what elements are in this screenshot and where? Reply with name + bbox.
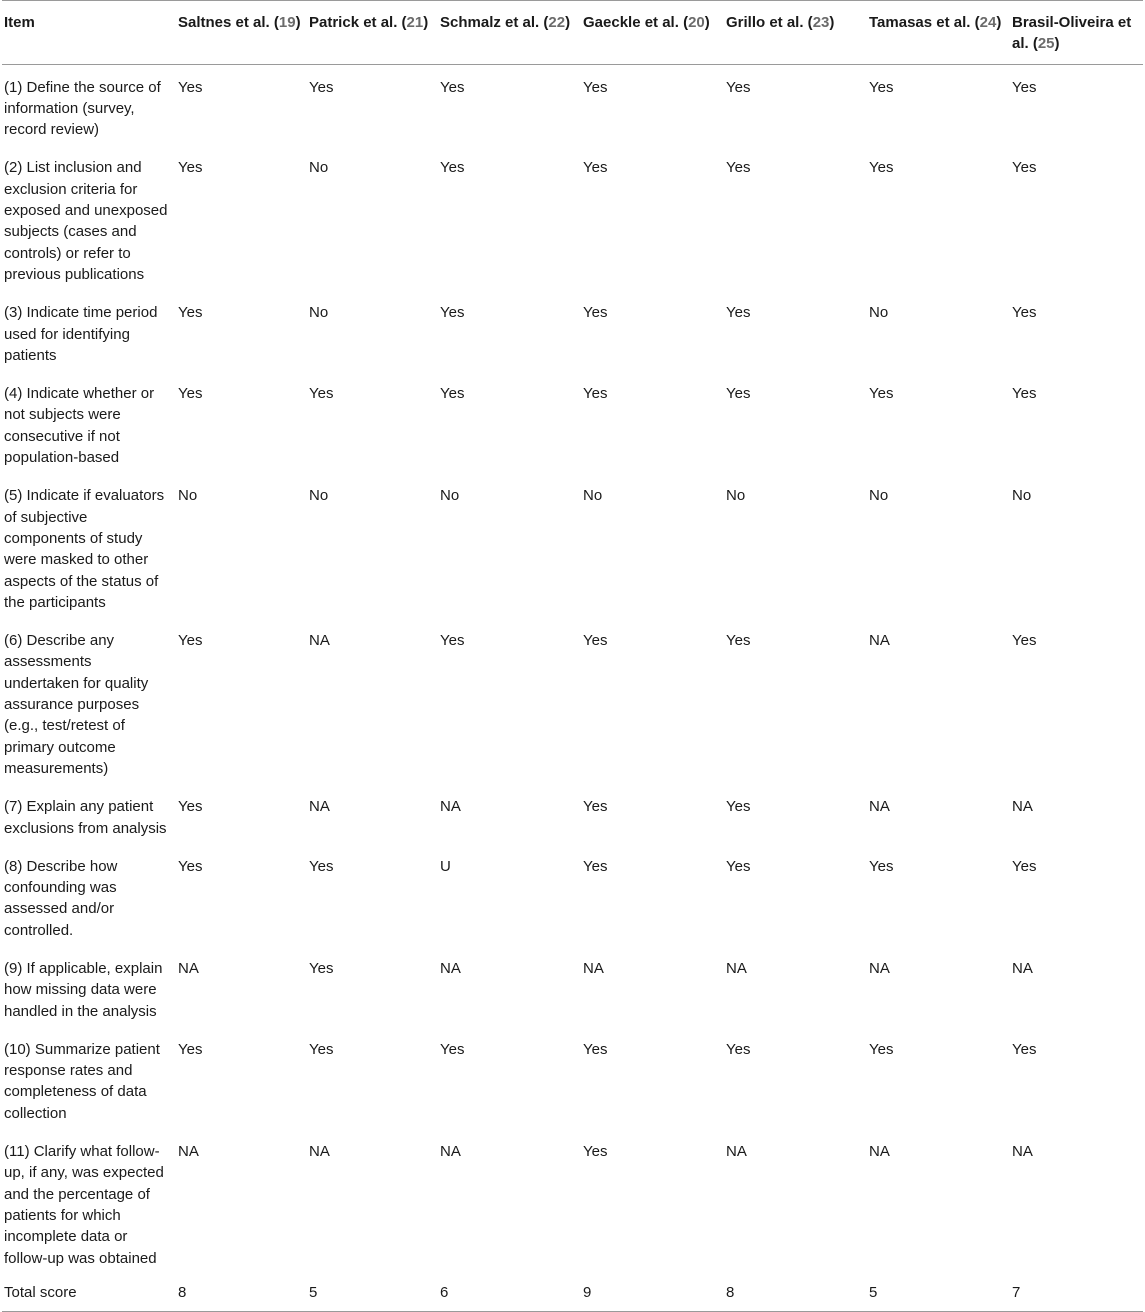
total-score-cell: 9 [581, 1274, 724, 1312]
score-cell: NA [309, 632, 330, 650]
table-row [2, 844, 1143, 946]
score-cell: NA [1012, 1143, 1033, 1161]
score-cell: Yes [1012, 1040, 1037, 1058]
header-label: Schmalz et al. ( [440, 14, 549, 31]
table-row [2, 784, 1143, 844]
score-cell: No [583, 487, 603, 505]
score-cell: NA [309, 798, 330, 816]
score-cell: No [309, 159, 329, 177]
score-cell: Yes [309, 959, 334, 977]
score-cell: U [440, 857, 451, 875]
score-cell: Yes [1012, 304, 1037, 322]
score-cell: NA [178, 959, 199, 977]
score-cell: Yes [583, 385, 608, 403]
score-cell: No [178, 487, 198, 505]
reference-link[interactable]: 23 [812, 14, 830, 31]
score-cell: Yes [726, 159, 751, 177]
total-score-row [2, 1274, 1143, 1312]
score-cell: Yes [869, 1040, 894, 1058]
item-cell: (3) Indicate time period used for identifying patients [4, 304, 158, 364]
header-paren: ) [295, 14, 301, 31]
header-paren: ) [704, 14, 710, 31]
score-cell: Yes [869, 78, 894, 96]
item-cell: (7) Explain any patient exclusions from analysis [4, 798, 167, 837]
item-cell: (1) Define the source of information (survey, record review) [4, 78, 161, 139]
header-paren: ) [829, 14, 835, 31]
score-cell: Yes [1012, 159, 1037, 177]
score-cell: Yes [178, 159, 203, 177]
score-cell: NA [178, 1143, 199, 1161]
reference-link[interactable]: 24 [979, 14, 997, 31]
score-cell: Yes [178, 798, 203, 816]
table-body [2, 64, 1143, 1312]
total-score-cell: 5 [307, 1274, 438, 1312]
score-cell: NA [1012, 798, 1033, 816]
item-cell: (11) Clarify what follow-up, if any, was expected and the percentage of patients for which incomplete data or follow-up was obtained [4, 1143, 164, 1267]
score-cell: Yes [178, 857, 203, 875]
score-cell: Yes [309, 857, 334, 875]
header-item [2, 1, 176, 65]
score-cell: No [309, 487, 329, 505]
header-label: Grillo et al. ( [726, 14, 813, 31]
score-cell: NA [869, 1143, 890, 1161]
header-label: Item [4, 14, 35, 31]
score-cell: Yes [583, 78, 608, 96]
score-cell: Yes [440, 159, 465, 177]
score-cell: Yes [583, 1143, 608, 1161]
score-cell: No [869, 487, 889, 505]
header-paren: ) [423, 14, 429, 31]
score-cell: NA [440, 959, 461, 977]
total-score-cell: 8 [724, 1274, 867, 1312]
item-cell: (4) Indicate whether or not subjects were consecutive if not population-based [4, 385, 155, 467]
score-cell: Yes [178, 1040, 203, 1058]
table-row [2, 64, 1143, 145]
header-study [1010, 1, 1143, 65]
score-cell: Yes [726, 632, 751, 650]
total-score-cell: 6 [438, 1274, 581, 1312]
score-cell: Yes [726, 304, 751, 322]
score-cell: NA [1012, 959, 1033, 977]
reference-link[interactable]: 25 [1037, 35, 1055, 53]
total-score-cell: 5 [867, 1274, 1010, 1312]
table-row [2, 946, 1143, 1027]
score-cell: No [869, 304, 889, 322]
header-label: Tamasas et al. ( [869, 14, 980, 31]
reference-link[interactable]: 19 [278, 14, 296, 31]
score-cell: Yes [583, 632, 608, 650]
item-cell: (6) Describe any assessments undertaken for quality assurance purposes (e.g., test/retest of primary outcome measurements) [4, 632, 149, 777]
score-cell: No [1012, 487, 1032, 505]
header-study [307, 1, 438, 65]
score-cell: Yes [309, 385, 334, 403]
score-cell: Yes [440, 632, 465, 650]
score-cell: Yes [309, 1040, 334, 1058]
score-cell: Yes [440, 304, 465, 322]
score-cell: Yes [178, 632, 203, 650]
score-cell: Yes [440, 1040, 465, 1058]
score-cell: No [726, 487, 746, 505]
score-cell: NA [869, 632, 890, 650]
score-cell: NA [869, 798, 890, 816]
score-cell: Yes [1012, 78, 1037, 96]
score-cell: NA [583, 959, 604, 977]
item-cell: (5) Indicate if evaluators of subjective components of study were masked to other aspects of the status of the participants [4, 487, 165, 611]
item-cell: (9) If applicable, explain how missing data were handled in the analysis [4, 959, 163, 1020]
score-cell: Yes [178, 78, 203, 96]
score-cell: Yes [869, 385, 894, 403]
score-cell: Yes [1012, 385, 1037, 403]
reference-link[interactable]: 21 [406, 14, 424, 31]
score-cell: Yes [440, 78, 465, 96]
score-cell: Yes [178, 385, 203, 403]
header-label: Brasil-Oliveira et al. ( [1012, 14, 1132, 53]
score-cell: Yes [726, 1040, 751, 1058]
header-paren: ) [565, 14, 571, 31]
score-cell: Yes [583, 1040, 608, 1058]
score-cell: Yes [309, 78, 334, 96]
score-cell: No [309, 304, 329, 322]
table-row [2, 618, 1143, 784]
header-study [176, 1, 307, 65]
table-row [2, 1027, 1143, 1129]
header-study [438, 1, 581, 65]
score-cell: Yes [583, 159, 608, 177]
table-row [2, 145, 1143, 290]
table-row [2, 1129, 1143, 1274]
header-paren: ) [1054, 35, 1060, 53]
score-cell: Yes [726, 857, 751, 875]
header-label: Patrick et al. ( [309, 14, 407, 31]
score-cell: Yes [726, 798, 751, 816]
score-cell: Yes [726, 78, 751, 96]
item-cell: (8) Describe how confounding was assessed and/or controlled. [4, 857, 118, 939]
header-study [581, 1, 724, 65]
score-cell: Yes [1012, 632, 1037, 650]
header-study [724, 1, 867, 65]
score-cell: Yes [869, 159, 894, 177]
table-row [2, 473, 1143, 618]
score-cell: Yes [440, 385, 465, 403]
score-cell: Yes [726, 385, 751, 403]
score-cell: Yes [178, 304, 203, 322]
score-cell: Yes [583, 304, 608, 322]
score-cell: Yes [1012, 857, 1037, 875]
header-study [867, 1, 1010, 65]
table-row [2, 290, 1143, 371]
score-cell: No [440, 487, 460, 505]
total-score-cell: 7 [1010, 1274, 1143, 1312]
table-row [2, 371, 1143, 473]
score-cell: NA [440, 1143, 461, 1161]
score-cell: NA [869, 959, 890, 977]
score-cell: NA [726, 1143, 747, 1161]
header-row [2, 1, 1143, 65]
item-cell: (10) Summarize patient response rates and completeness of data collection [4, 1040, 160, 1122]
total-label: Total score [2, 1274, 176, 1312]
score-cell: Yes [869, 857, 894, 875]
header-label: Gaeckle et al. ( [583, 14, 689, 31]
score-cell: NA [309, 1143, 330, 1161]
score-cell: Yes [583, 798, 608, 816]
quality-assessment-table [2, 0, 1143, 1312]
score-cell: NA [440, 798, 461, 816]
reference-link[interactable]: 20 [688, 14, 705, 31]
total-score-cell: 8 [176, 1274, 307, 1312]
item-cell: (2) List inclusion and exclusion criteria for exposed and unexposed subjects (cases and controls) or refer to previous publications [4, 159, 168, 283]
score-cell: NA [726, 959, 747, 977]
score-cell: Yes [583, 857, 608, 875]
reference-link[interactable]: 22 [548, 14, 566, 31]
header-label: Saltnes et al. ( [178, 14, 279, 31]
header-paren: ) [996, 14, 1002, 31]
